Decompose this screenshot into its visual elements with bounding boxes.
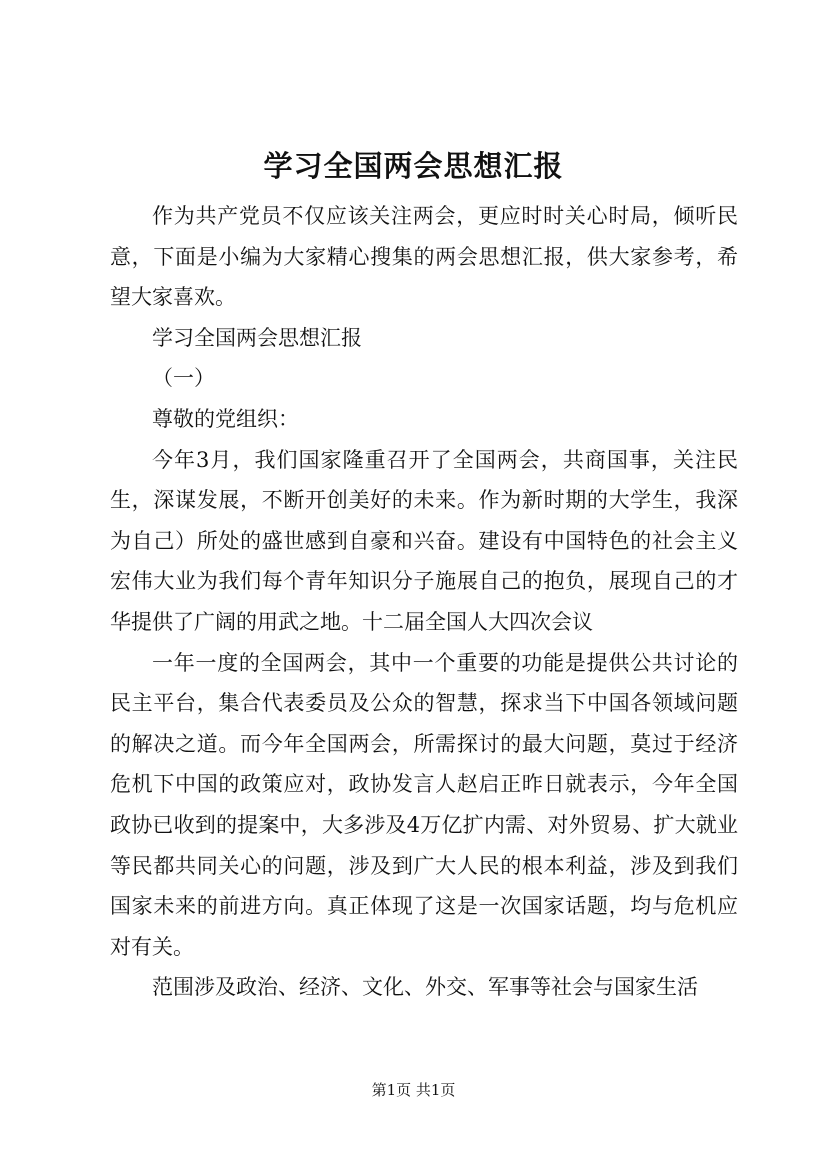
paragraph-salutation: 尊敬的党组织： bbox=[152, 406, 299, 431]
paragraph-body-3: 范围涉及政治、经济、文化、外交、军事等社会与国家生活 bbox=[152, 975, 698, 1000]
paragraph-body-2: 一年一度的全国两会，其中一个重要的功能是提供公共讨论的民主平台，集合代表委员及公众的智慧，探求当下中国各领域问题的解决之道。而今年全国两会，所需探讨的最大问题，莫过于经济危机下中国的政策应对，政协发言人赵启正昨日就表示，今年全国政协已收到的提案中，大多涉及4万亿扩内需、对外贸易、扩大就业等民都共同关心的问题，涉及到广大人民的根本利益，涉及到我们国家未来的前进方向。真正体现了这是一次国家话题，均与危机应对有关。 bbox=[110, 650, 738, 959]
paragraph-subtitle: 学习全国两会思想汇报 bbox=[152, 325, 362, 350]
paragraph-intro: 作为共产党员不仅应该关注两会，更应时时关心时局，倾听民意，下面是小编为大家精心搜集的两会思想汇报，供大家参考，希望大家喜欢。 bbox=[110, 204, 738, 310]
document-title: 学习全国两会思想汇报 bbox=[263, 149, 564, 183]
paragraph-body-1: 今年3月，我们国家隆重召开了全国两会，共商国事，关注民生，深谋发展，不断开创美好的未来。作为新时期的大学生，我深为自己）所处的盛世感到自豪和兴奋。建设有中国特色的社会主义宏伟大业为我们每个青年知识分子施展自己的抱负，展现自己的才华提供了广阔的用武之地。十二届全国人大四次会议 bbox=[110, 447, 738, 634]
page-footer: 第1页 共1页 bbox=[371, 1081, 456, 1099]
document-body bbox=[110, 196, 738, 1008]
paragraph-section-number: （一） bbox=[152, 366, 215, 391]
